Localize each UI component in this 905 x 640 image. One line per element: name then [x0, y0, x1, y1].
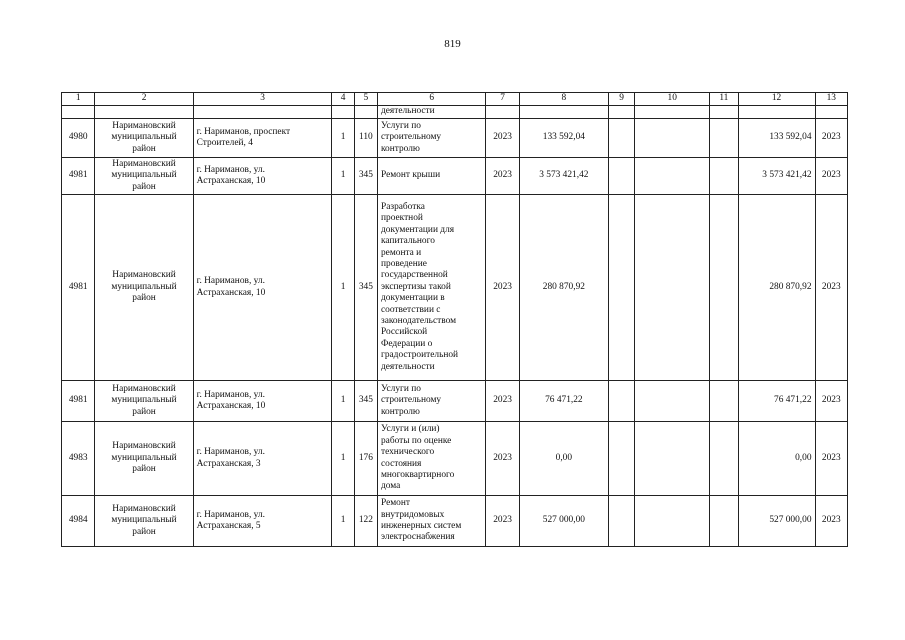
col4-cell: 1	[332, 496, 354, 547]
empty-cell	[815, 106, 847, 119]
col9-cell	[608, 381, 634, 422]
col10-cell	[635, 381, 710, 422]
work-type-cell: деятельности	[377, 106, 485, 119]
total-cell: 0,00	[738, 422, 815, 496]
cost-cell: 527 000,00	[519, 496, 608, 547]
col5-cell: 345	[354, 195, 377, 381]
completion-year-cell: 2023	[815, 422, 847, 496]
col5-cell: 345	[354, 158, 377, 195]
empty-cell	[95, 106, 193, 119]
total-cell: 280 870,92	[738, 195, 815, 381]
table-row	[62, 422, 848, 496]
work-type-cell: Ремонт крыши	[377, 158, 485, 195]
empty-cell	[193, 106, 332, 119]
record-number-cell: 4981	[62, 195, 95, 381]
total-cell: 3 573 421,42	[738, 158, 815, 195]
year-cell: 2023	[486, 422, 519, 496]
record-number-cell: 4984	[62, 496, 95, 547]
column-number-cell: 9	[608, 93, 634, 106]
column-number-cell: 11	[710, 93, 738, 106]
empty-cell	[608, 106, 634, 119]
col11-cell	[710, 381, 738, 422]
empty-cell	[332, 106, 354, 119]
total-cell: 133 592,04	[738, 119, 815, 158]
column-number-cell: 13	[815, 93, 847, 106]
column-number-cell: 6	[377, 93, 485, 106]
column-number-cell: 8	[519, 93, 608, 106]
total-cell: 527 000,00	[738, 496, 815, 547]
work-type-cell: Услуги по строительному контролю	[377, 119, 485, 158]
work-type-cell: Услуги и (или) работы по оценке технического состояния многоквартирного дома	[377, 422, 485, 496]
record-number-cell: 4983	[62, 422, 95, 496]
col10-cell	[635, 158, 710, 195]
col5-cell: 122	[354, 496, 377, 547]
col10-cell	[635, 422, 710, 496]
district-cell: Наримановский муниципальный район	[95, 195, 193, 381]
table-row	[62, 381, 848, 422]
work-type-cell: Разработка проектной документации для капитального ремонта и проведение государственной экспертизы такой документации в соответствии с законодательством Российской Федерации о градостроительной деятельности	[377, 195, 485, 381]
col10-cell	[635, 496, 710, 547]
address-cell: г. Нариманов, ул. Астраханская, 10	[193, 158, 332, 195]
empty-cell	[519, 106, 608, 119]
col4-cell: 1	[332, 119, 354, 158]
empty-cell	[62, 106, 95, 119]
column-number-row	[62, 93, 848, 106]
col9-cell	[608, 422, 634, 496]
col4-cell: 1	[332, 422, 354, 496]
col9-cell	[608, 496, 634, 547]
col4-cell: 1	[332, 158, 354, 195]
empty-cell	[635, 106, 710, 119]
col4-cell: 1	[332, 381, 354, 422]
year-cell: 2023	[486, 381, 519, 422]
completion-year-cell: 2023	[815, 119, 847, 158]
district-cell: Наримановский муниципальный район	[95, 119, 193, 158]
col11-cell	[710, 158, 738, 195]
completion-year-cell: 2023	[815, 496, 847, 547]
continuation-row	[62, 106, 848, 119]
work-type-cell: Услуги по строительному контролю	[377, 381, 485, 422]
registry-table	[61, 92, 848, 547]
col5-cell: 110	[354, 119, 377, 158]
column-number-cell: 7	[486, 93, 519, 106]
column-number-cell: 2	[95, 93, 193, 106]
completion-year-cell: 2023	[815, 195, 847, 381]
empty-cell	[710, 106, 738, 119]
district-cell: Наримановский муниципальный район	[95, 381, 193, 422]
cost-cell: 133 592,04	[519, 119, 608, 158]
year-cell: 2023	[486, 496, 519, 547]
col5-cell: 345	[354, 381, 377, 422]
record-number-cell: 4980	[62, 119, 95, 158]
col9-cell	[608, 119, 634, 158]
address-cell: г. Нариманов, ул. Астраханская, 10	[193, 195, 332, 381]
table-body	[62, 93, 848, 547]
cost-cell: 280 870,92	[519, 195, 608, 381]
completion-year-cell: 2023	[815, 381, 847, 422]
table-row	[62, 158, 848, 195]
column-number-cell: 4	[332, 93, 354, 106]
column-number-cell: 10	[635, 93, 710, 106]
work-type-cell: Ремонт внутридомовых инженерных систем электроснабжения	[377, 496, 485, 547]
table-row	[62, 496, 848, 547]
col11-cell	[710, 422, 738, 496]
col4-cell: 1	[332, 195, 354, 381]
empty-cell	[354, 106, 377, 119]
column-number-cell: 5	[354, 93, 377, 106]
year-cell: 2023	[486, 158, 519, 195]
column-number-cell: 3	[193, 93, 332, 106]
total-cell: 76 471,22	[738, 381, 815, 422]
column-number-cell: 12	[738, 93, 815, 106]
cost-cell: 0,00	[519, 422, 608, 496]
address-cell: г. Нариманов, ул. Астраханская, 3	[193, 422, 332, 496]
completion-year-cell: 2023	[815, 158, 847, 195]
address-cell: г. Нариманов, проспект Строителей, 4	[193, 119, 332, 158]
column-number-cell: 1	[62, 93, 95, 106]
record-number-cell: 4981	[62, 381, 95, 422]
col11-cell	[710, 195, 738, 381]
table-row	[62, 195, 848, 381]
col10-cell	[635, 119, 710, 158]
col11-cell	[710, 496, 738, 547]
district-cell: Наримановский муниципальный район	[95, 158, 193, 195]
col10-cell	[635, 195, 710, 381]
address-cell: г. Нариманов, ул. Астраханская, 10	[193, 381, 332, 422]
col5-cell: 176	[354, 422, 377, 496]
district-cell: Наримановский муниципальный район	[95, 422, 193, 496]
address-cell: г. Нариманов, ул. Астраханская, 5	[193, 496, 332, 547]
cost-cell: 3 573 421,42	[519, 158, 608, 195]
empty-cell	[738, 106, 815, 119]
col9-cell	[608, 158, 634, 195]
year-cell: 2023	[486, 195, 519, 381]
year-cell: 2023	[486, 119, 519, 158]
col9-cell	[608, 195, 634, 381]
col11-cell	[710, 119, 738, 158]
empty-cell	[486, 106, 519, 119]
record-number-cell: 4981	[62, 158, 95, 195]
page-number: 819	[444, 38, 461, 50]
district-cell: Наримановский муниципальный район	[95, 496, 193, 547]
cost-cell: 76 471,22	[519, 381, 608, 422]
table-row	[62, 119, 848, 158]
